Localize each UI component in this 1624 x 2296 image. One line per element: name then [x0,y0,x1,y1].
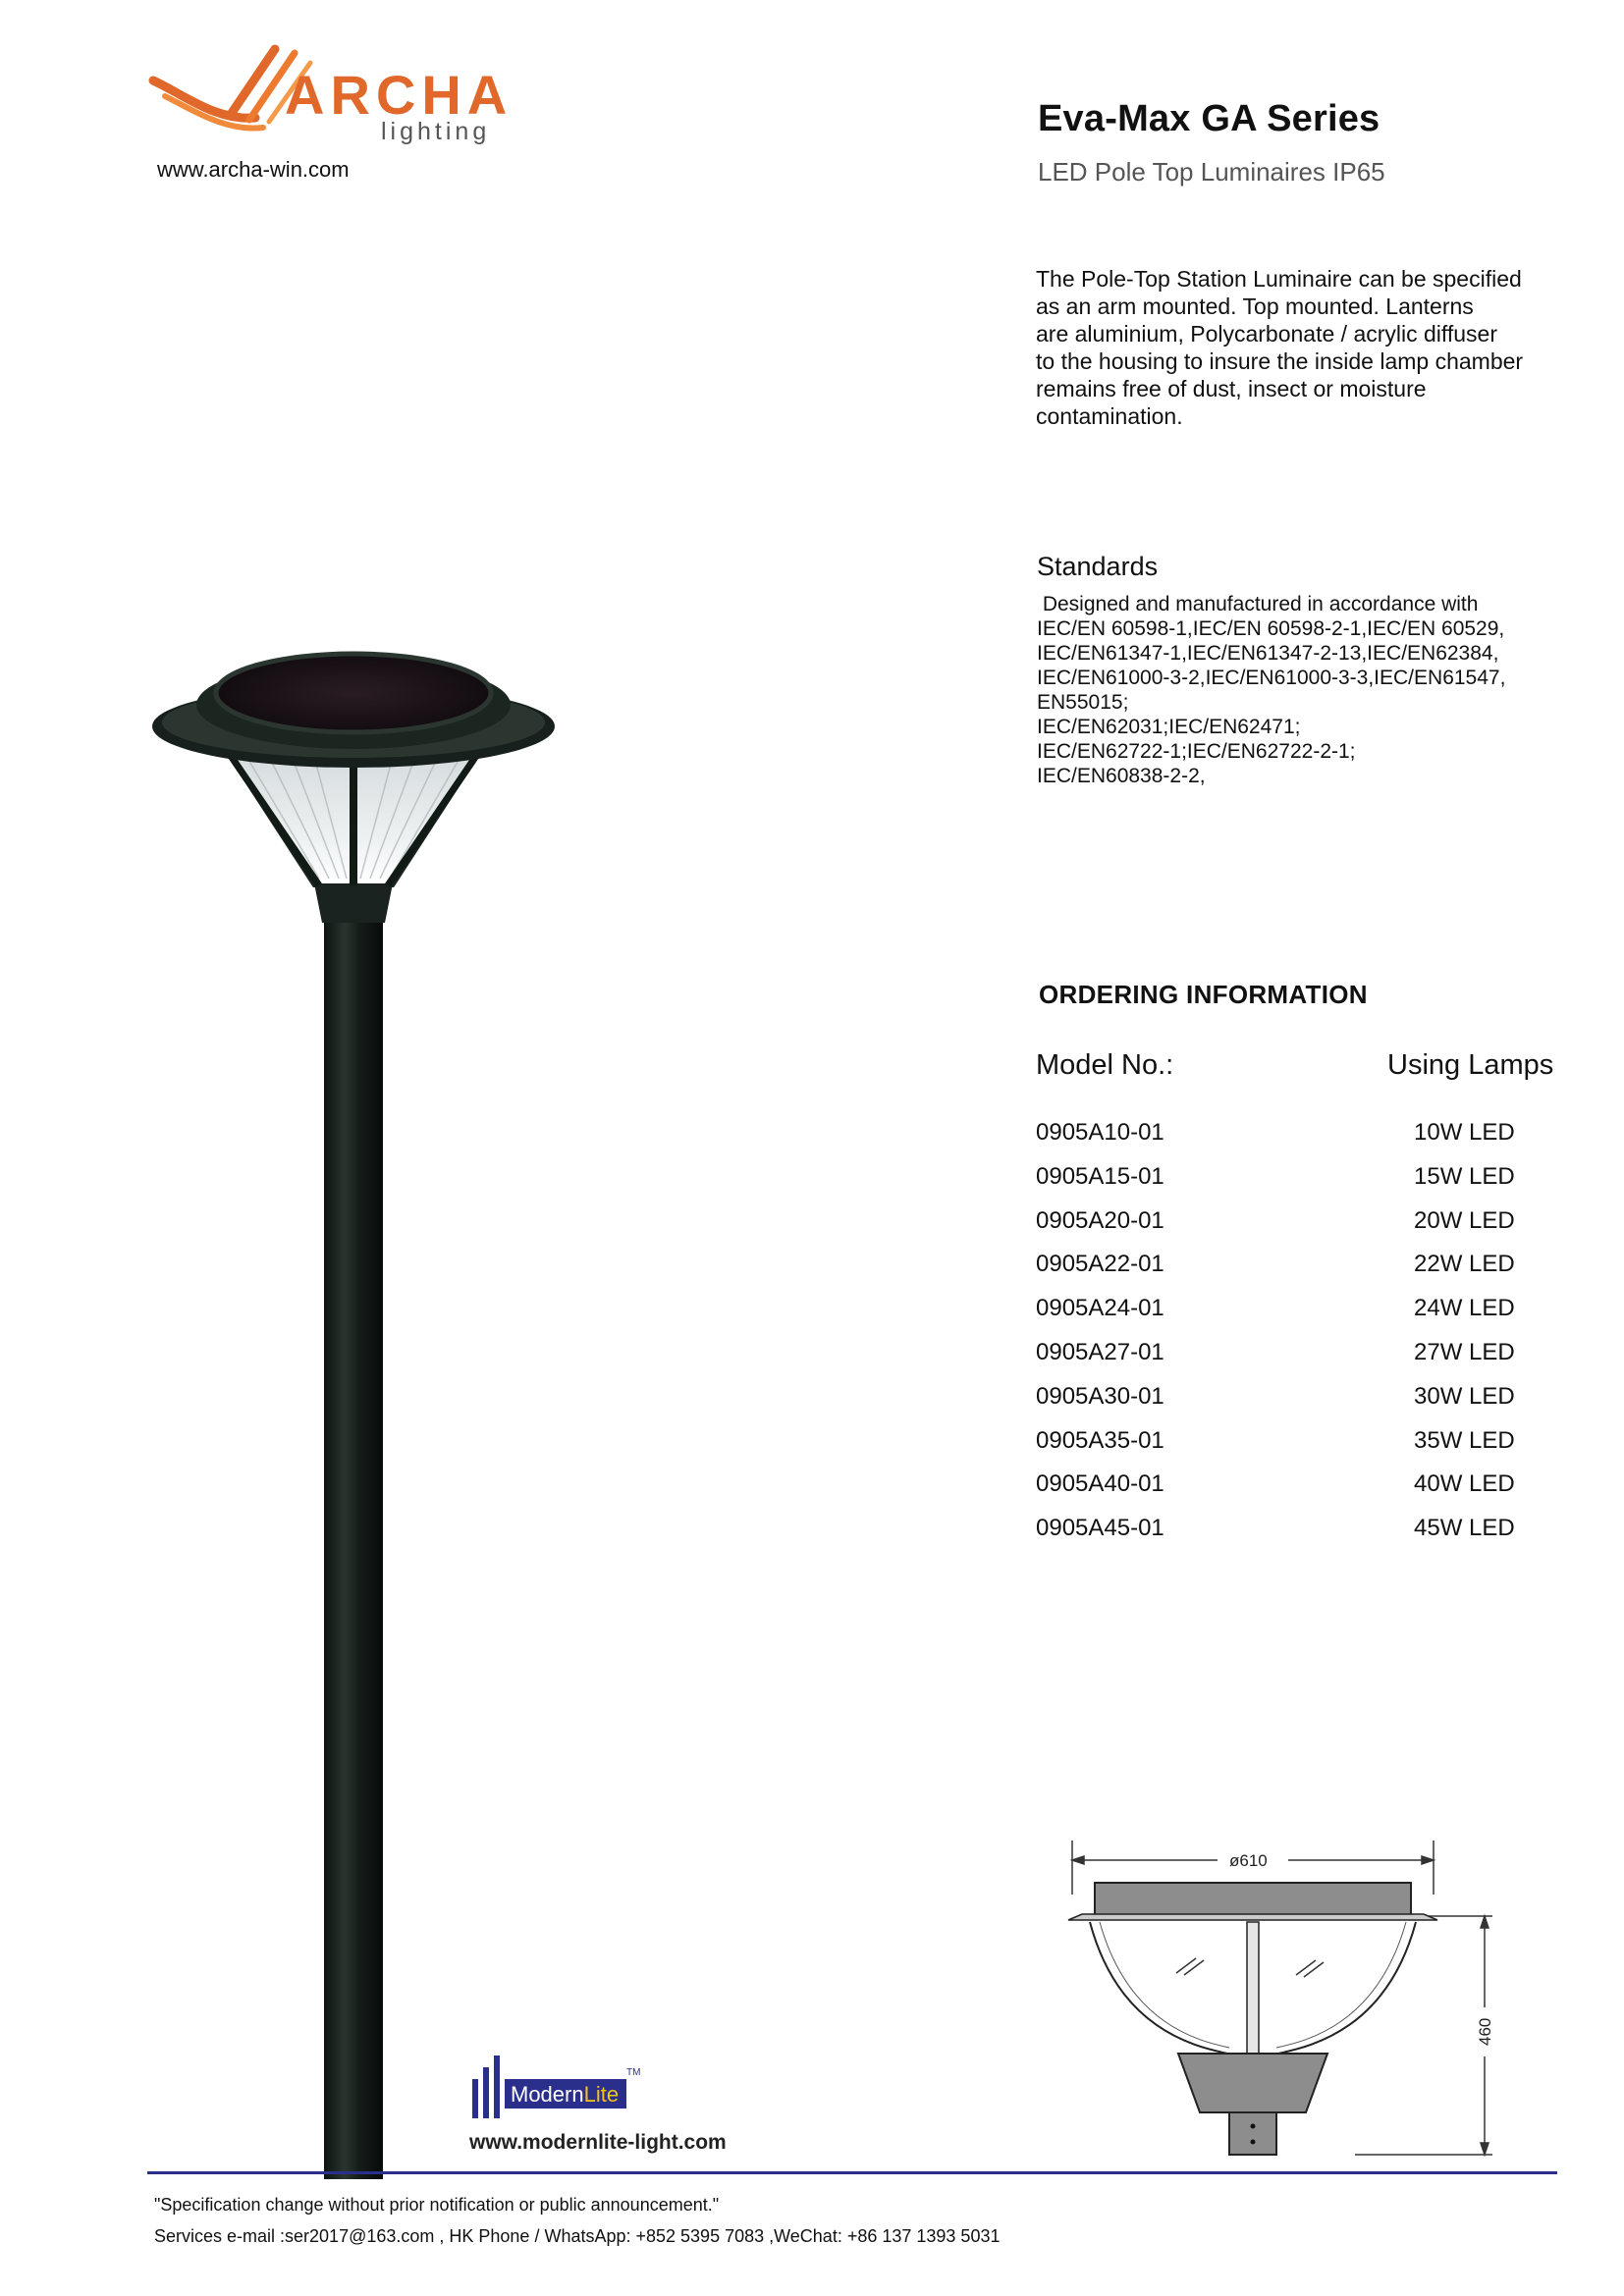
drawing-rim [1068,1914,1437,1920]
trademark-mark: TM [626,2067,641,2078]
description-line: contamination. [1036,403,1183,429]
height-label: 460 [1476,2017,1494,2046]
table-row [1036,1207,1586,1252]
luminaire-neck [314,883,393,923]
standards-heading: Standards [1037,552,1159,581]
standards-line: IEC/EN60838-2-2, [1037,765,1206,787]
modernlite-bars-icon [472,2056,500,2118]
model-number: 0905A45-01 [1036,1515,1164,1542]
description-line: are aluminium, Polycarbonate / acrylic diffuser [1036,321,1498,347]
brand-website-link[interactable]: www.archa-win.com [157,157,350,182]
description-line: remains free of dust, insect or moisture [1036,376,1427,401]
model-number: 0905A40-01 [1036,1470,1164,1498]
luminaire-product-photo [147,628,560,2179]
product-subtitle: LED Pole Top Luminaires IP65 [1038,157,1385,187]
lamp-spec: 30W LED [1414,1382,1515,1410]
product-title: Eva-Max GA Series [1038,98,1380,139]
lamp-spec: 10W LED [1414,1119,1515,1146]
standards-line: IEC/EN62722-1;IEC/EN62722-2-1; [1037,740,1356,763]
column-header-lamps: Using Lamps [1387,1049,1554,1081]
footer-disclaimer: "Specification change without prior notification or public announcement." [154,2195,720,2215]
table-row [1036,1383,1586,1427]
column-header-model: Model No.: [1036,1049,1174,1081]
model-number: 0905A30-01 [1036,1382,1164,1410]
table-row [1036,1470,1586,1515]
archa-logo [147,37,520,150]
lamp-spec: 45W LED [1414,1515,1515,1542]
description-line: as an arm mounted. Top mounted. Lanterns [1036,294,1474,319]
standards-line: Designed and manufactured in accordance with [1037,593,1479,615]
drawing-spigot [1229,2112,1276,2155]
modernlite-text: ModernLite [511,2082,620,2107]
logo-wordmark: ARCHA [285,64,514,126]
standards-line: IEC/EN61347-1,IEC/EN61347-2-13,IEC/EN62384, [1037,642,1499,665]
table-row [1036,1427,1586,1471]
model-number: 0905A15-01 [1036,1162,1164,1190]
standards-list [1037,592,1587,788]
lamp-spec: 22W LED [1414,1251,1515,1278]
pole [324,913,383,2179]
lamp-spec: 27W LED [1414,1338,1515,1365]
table-row [1036,1295,1586,1339]
model-number: 0905A24-01 [1036,1295,1164,1322]
partner-website-link[interactable]: www.modernlite-light.com [469,2131,727,2154]
lamp-spec: 20W LED [1414,1206,1515,1234]
lamp-spec: 35W LED [1414,1426,1515,1454]
model-number: 0905A35-01 [1036,1426,1164,1454]
table-row [1036,1251,1586,1295]
table-row [1036,1339,1586,1383]
product-description [1036,265,1586,430]
ordering-table [1036,1119,1586,1559]
model-number: 0905A10-01 [1036,1119,1164,1146]
drawing-diffuser-inner [1100,1922,1229,2048]
standards-line: IEC/EN61000-3-2,IEC/EN61000-3-3,IEC/EN61547, [1037,667,1506,689]
description-line: to the housing to insure the inside lamp chamber [1036,348,1524,374]
luminaire-top-cap [216,654,491,732]
lamp-spec: 24W LED [1414,1295,1515,1322]
lamp-spec: 15W LED [1414,1162,1515,1190]
arrow-down-icon [1481,2143,1489,2155]
model-number: 0905A22-01 [1036,1251,1164,1278]
table-row [1036,1163,1586,1207]
table-row [1036,1515,1586,1559]
bolt-icon [1251,2124,1256,2129]
standards-line: IEC/EN62031;IEC/EN62471; [1037,716,1301,738]
drawing-center-post [1247,1922,1259,2055]
width-label: ø610 [1229,1851,1268,1870]
model-number: 0905A20-01 [1036,1206,1164,1234]
logo-subtext: lighting [381,118,491,145]
dimension-drawing [1060,1836,1522,2169]
footer-divider [147,2171,1557,2174]
lamp-spec: 40W LED [1414,1470,1515,1498]
arrow-up-icon [1481,1916,1489,1928]
arrow-left-icon [1072,1856,1084,1864]
drawing-base [1178,2054,1327,2112]
table-row [1036,1119,1586,1163]
standards-line: EN55015; [1037,691,1129,714]
standards-line: IEC/EN 60598-1,IEC/EN 60598-2-1,IEC/EN 60529, [1037,617,1505,640]
drawing-diffuser-inner [1276,1922,1406,2048]
bolt-icon [1251,2140,1256,2145]
arrow-right-icon [1422,1856,1434,1864]
model-number: 0905A27-01 [1036,1338,1164,1365]
ordering-heading: ORDERING INFORMATION [1039,980,1368,1009]
description-line: The Pole-Top Station Luminaire can be specified [1036,266,1522,292]
footer-contact: Services e-mail :ser2017@163.com , HK Phone / WhatsApp: +852 5395 7083 ,WeChat: +86 137 1393 5031 [154,2226,1001,2246]
modernlite-logo [469,2052,666,2122]
drawing-top-cap [1095,1883,1411,1916]
